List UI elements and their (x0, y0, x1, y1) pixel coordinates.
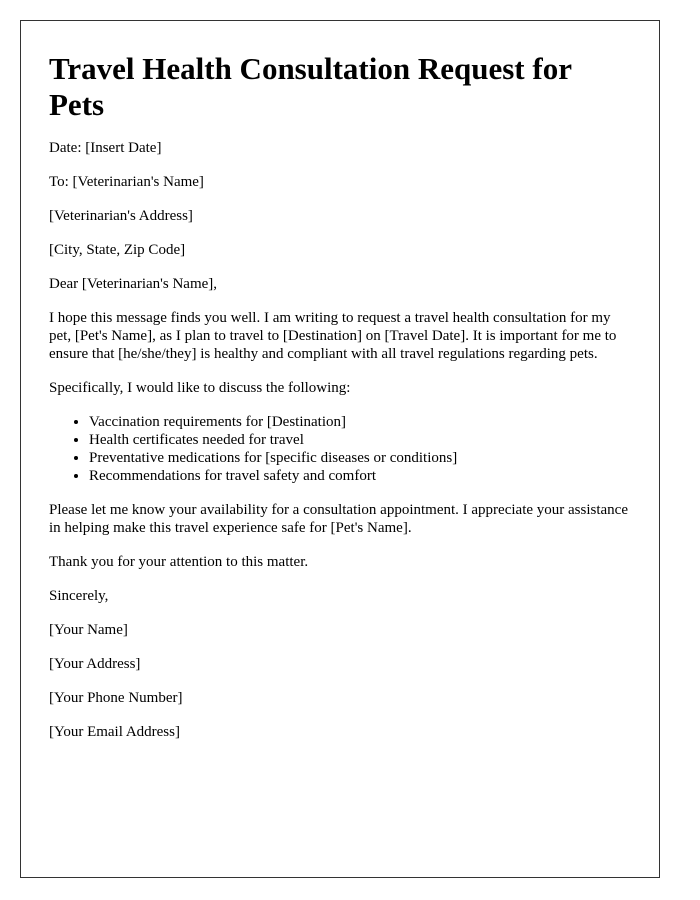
sender-phone: [Your Phone Number] (49, 690, 183, 706)
recipient-to-line: To: [Veterinarian's Name] (49, 174, 204, 190)
letter-title: Travel Health Consultation Request for Pets (49, 51, 572, 122)
thanks-line: Thank you for your attention to this matter. (49, 554, 309, 570)
topics-list (49, 413, 631, 485)
sender-address: [Your Address] (49, 656, 141, 672)
topic-item: • Vaccination requirements for [Destination] (89, 413, 631, 431)
closing: Sincerely, (49, 588, 109, 604)
sender-name: [Your Name] (49, 622, 128, 638)
topic-item: • Health certificates needed for travel (89, 431, 631, 449)
recipient-city-state-zip: [City, State, Zip Code] (49, 242, 186, 258)
availability-paragraph: Please let me know your availability for a consultation appointment. I appreciate your assistance in helping make this travel experience safe for [Pet's Name]. (49, 502, 628, 536)
topic-item: • Preventative medications for [specific diseases or conditions] (89, 449, 631, 467)
list-intro: Specifically, I would like to discuss the following: (49, 380, 351, 396)
intro-paragraph: I hope this message finds you well. I am writing to request a travel health consultation for my pet, [Pet's Name], as I plan to travel to [Destination] on [Travel Date]. It is important for me to ensure that [he/she/they] is healthy and compliant with all travel regulations regarding pets. (49, 310, 617, 362)
sender-email: [Your Email Address] (49, 724, 180, 740)
salutation: Dear [Veterinarian's Name], (49, 276, 218, 292)
letter-page (20, 20, 660, 878)
date-line: Date: [Insert Date] (49, 140, 162, 156)
topic-item: • Recommendations for travel safety and comfort (89, 467, 631, 485)
recipient-address: [Veterinarian's Address] (49, 208, 193, 224)
